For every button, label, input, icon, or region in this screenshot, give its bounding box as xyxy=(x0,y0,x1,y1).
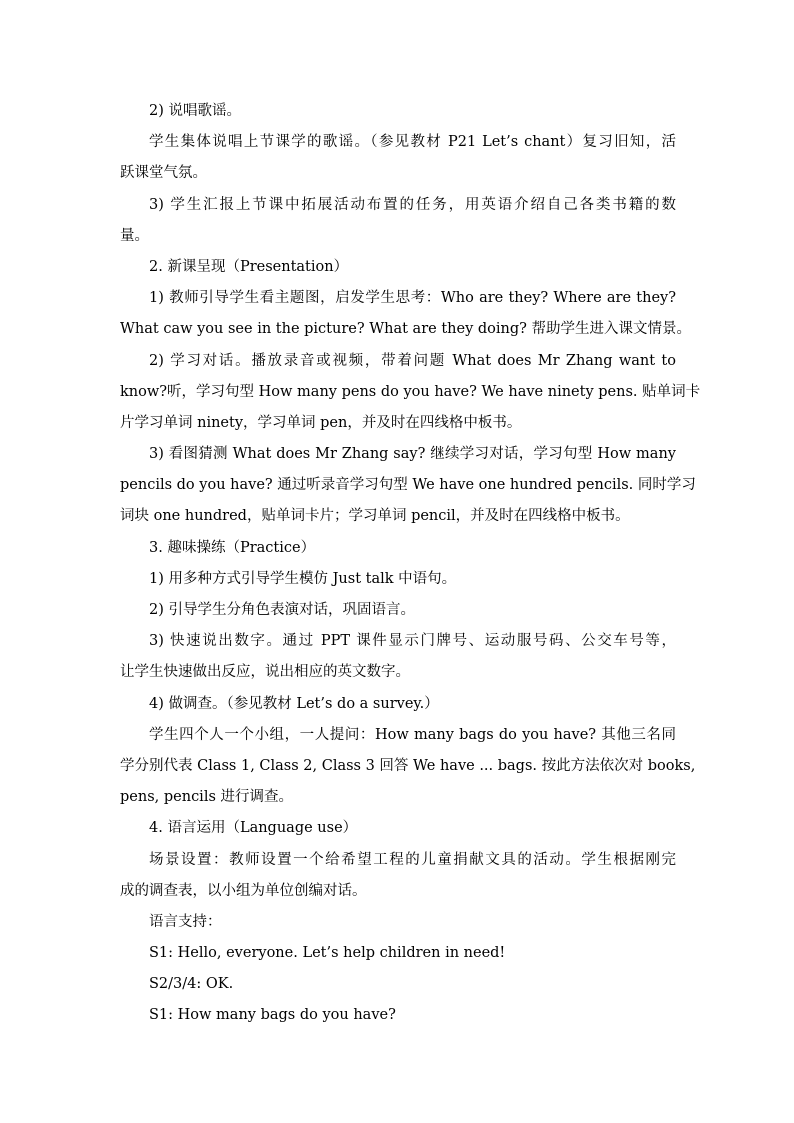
paragraph-line: 学分别代表 Class 1, Class 2, Class 3 回答 We have ... bags. 按此方法依次对 books, xyxy=(120,757,696,774)
dialogue-line: S1: How many bags do you have? xyxy=(149,1007,396,1024)
section-heading-language-use: 4. 语言运用（Language use） xyxy=(149,820,358,837)
dialogue-line: S2/3/4: OK. xyxy=(149,976,234,993)
paragraph-line: 1) 用多种方式引导学生模仿 Just talk 中语句。 xyxy=(149,570,457,587)
paragraph-line: 2) 学习对话。播放录音或视频，带着问题 What does Mr Zhang want to xyxy=(149,352,676,369)
paragraph-line: 量。 xyxy=(120,227,149,244)
paragraph-line: 3) 看图猜测 What does Mr Zhang say? 继续学习对话，学习句型 How many xyxy=(149,446,676,463)
document-page xyxy=(120,96,701,1032)
paragraph-line: 场景设置：教师设置一个给希望工程的儿童捐献文具的活动。学生根据刚完 xyxy=(149,851,676,868)
paragraph-line: 成的调查表，以小组为单位创编对话。 xyxy=(120,882,367,899)
paragraph-line: 让学生快速做出反应，说出相应的英文数字。 xyxy=(120,664,410,681)
dialogue-line: S1: Hello, everyone. Let’s help children in need! xyxy=(149,945,506,962)
paragraph-line: know?听，学习句型 How many pens do you have? We have ninety pens. 贴单词卡 xyxy=(120,383,701,400)
section-heading-practice: 3. 趣味操练（Practice） xyxy=(149,539,316,556)
paragraph-line: 4) 做调查。（参见教材 Let’s do a survey.） xyxy=(149,695,439,712)
paragraph-line: 3) 学生汇报上节课中拓展活动布置的任务，用英语介绍自己各类书籍的数 xyxy=(149,196,676,213)
paragraph-line: 1) 教师引导学生看主题图，启发学生思考：Who are they? Where are they? xyxy=(149,290,676,307)
paragraph-line: 学生集体说唱上节课学的歌谣。（参见教材 P21 Let’s chant）复习旧知，活 xyxy=(149,134,676,151)
paragraph-line: 3) 快速说出数字。通过 PPT 课件显示门牌号、运动服号码、公交车号等， xyxy=(149,633,676,650)
paragraph-line: 学生四个人一个小组，一人提问：How many bags do you have? 其他三名同 xyxy=(149,726,676,743)
paragraph-line: pencils do you have? 通过听录音学习句型 We have one hundred pencils. 同时学习 xyxy=(120,477,696,494)
paragraph-line: 词块 one hundred，贴单词卡片；学习单词 pencil，并及时在四线格中板书。 xyxy=(120,508,630,525)
section-heading-presentation: 2. 新课呈现（Presentation） xyxy=(149,258,349,275)
paragraph-line: 片学习单词 ninety，学习单词 pen，并及时在四线格中板书。 xyxy=(120,414,522,431)
paragraph-line: 跃课堂气氛。 xyxy=(120,165,207,182)
paragraph-line: What caw you see in the picture? What are they doing? 帮助学生进入课文情景。 xyxy=(120,321,692,338)
paragraph-line: 2) 引导学生分角色表演对话，巩固语言。 xyxy=(149,602,415,618)
heading-chant: 2) 说唱歌谣。 xyxy=(149,103,241,119)
paragraph-line: pens, pencils 进行调查。 xyxy=(120,789,294,806)
paragraph-line: 语言支持： xyxy=(149,913,222,930)
